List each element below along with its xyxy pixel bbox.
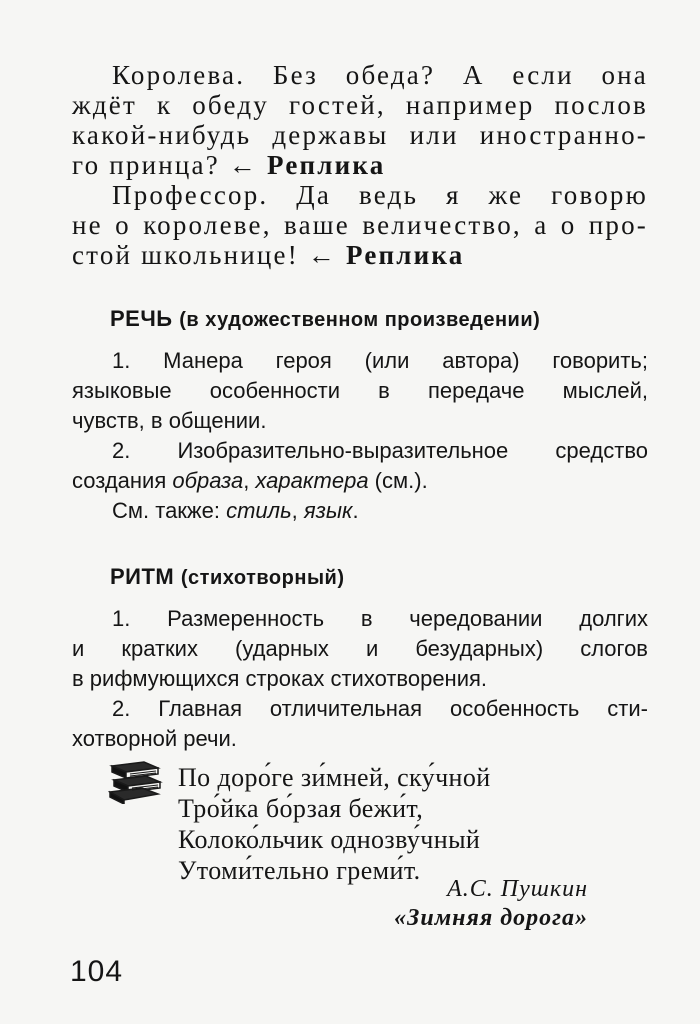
definition-line: чувств, в общении. xyxy=(72,408,267,433)
dialogue-line: какой-нибудь державы или иностранно- xyxy=(72,120,648,150)
dialogue-line-with-label xyxy=(72,240,648,270)
definition-line: в рифмующихся строках стихотворения. xyxy=(72,666,488,691)
definition-line xyxy=(72,466,648,496)
poem-line: По доро́ге зи́мней, ску́чной xyxy=(178,763,491,792)
replica-label: Реплика xyxy=(267,150,386,180)
poem-line: Колоко́льчик однозву́чный xyxy=(178,825,481,854)
entry-definition-rhythm xyxy=(72,604,648,754)
poem-author: А.С. Пушкин xyxy=(447,876,588,902)
entry-qualifier: (в художественном произведении) xyxy=(179,309,541,331)
replica-label: Реплика xyxy=(346,240,465,270)
text-run: (см.). xyxy=(368,468,428,493)
definition-line: и кратких (ударных и безударных) слогов xyxy=(72,636,648,661)
definition-line: 1. Размеренность в чередовании долгих xyxy=(112,606,648,631)
definition-line: 1. Манера героя (или автора) говорить; xyxy=(112,348,648,373)
definition-line: хотворной речи. xyxy=(72,726,237,751)
left-arrow-icon: ← xyxy=(307,240,338,270)
cross-reference: язык xyxy=(303,498,353,523)
dialogue-line: ждёт к обеду гостей, например послов xyxy=(72,90,648,120)
dialogue-line: Королева. Без обеда? А если она xyxy=(112,60,648,90)
text-run: создания xyxy=(72,468,173,493)
entry-qualifier: (стихотворный) xyxy=(180,567,345,589)
books-icon xyxy=(108,760,164,804)
entry-term: РИТМ xyxy=(110,564,175,589)
dialogue-line: стой школьнице! xyxy=(72,240,299,270)
entry-term: РЕЧЬ xyxy=(110,306,173,331)
left-arrow-icon: ← xyxy=(228,150,259,180)
dialogue-line: Профессор. Да ведь я же говорю xyxy=(112,180,648,210)
page-number: 104 xyxy=(70,955,124,988)
dialogue-line: го принца? xyxy=(72,150,220,180)
poem-title: «Зимняя дорога» xyxy=(394,905,588,931)
dialogue-line: не о королеве, ваше величество, а о про- xyxy=(72,210,648,240)
dialogue-line-with-label xyxy=(72,150,648,180)
definition-line: 2. Главная отличительная особенность сти- xyxy=(112,696,648,721)
cross-reference: стиль xyxy=(226,498,292,523)
text-run: , xyxy=(291,498,304,523)
text-run: . xyxy=(352,498,359,523)
cross-reference: характера xyxy=(255,468,369,493)
see-also-line xyxy=(72,496,648,526)
entry-heading-rhythm xyxy=(110,564,344,590)
cross-reference: образа xyxy=(172,468,244,493)
definition-line: 2. Изобразительно-выразительное средство xyxy=(112,438,648,463)
poem-excerpt xyxy=(178,762,491,886)
poem-line: Утоми́тельно греми́т. xyxy=(178,856,421,885)
entry-definition-speech xyxy=(72,346,648,526)
poem-line: Тро́йка бо́рзая бежи́т, xyxy=(178,794,424,823)
dialogue-excerpt xyxy=(72,60,648,270)
definition-line: языковые особенности в передаче мыслей, xyxy=(72,378,648,403)
text-run: , xyxy=(243,468,256,493)
entry-heading-speech xyxy=(110,306,540,332)
text-run: См. также: xyxy=(112,498,227,523)
